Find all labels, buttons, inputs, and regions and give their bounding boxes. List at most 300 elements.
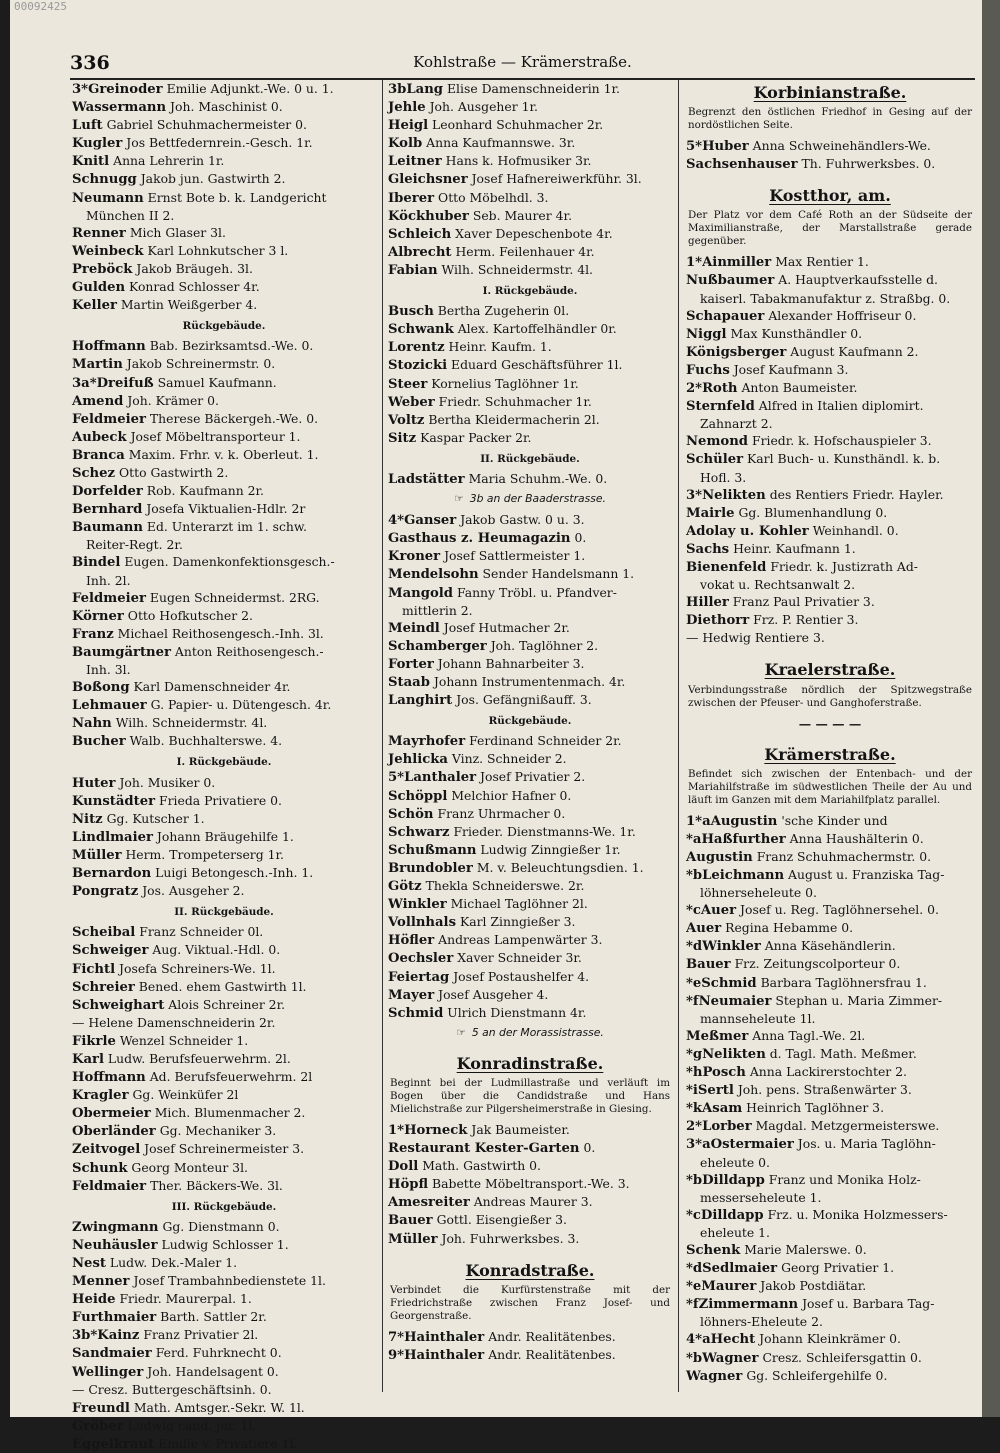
directory-entry <box>388 1004 672 1022</box>
resident-details: Xaver Depeschenbote 4r. <box>455 225 613 241</box>
directory-entry <box>686 307 974 325</box>
directory-entry <box>388 1230 672 1248</box>
resident-details: Joh. pens. Straßenwärter 3. <box>737 1082 912 1098</box>
resident-details: Seb. Maurer 4r. <box>472 207 573 223</box>
resident-details: — Helene Damenschneiderin 2r. <box>72 1014 276 1030</box>
resident-details: Andr. Realitätenbes. <box>488 1328 616 1344</box>
street-title: Kostthor, am. <box>769 186 891 206</box>
resident-details: Michael Reithosengesch.-Inh. 3l. <box>117 625 324 641</box>
directory-entry <box>388 787 672 805</box>
resident-details: Josef Hutmacher 2r. <box>443 619 570 635</box>
resident-details: Ed. Unterarzt im 1. schw. <box>146 519 307 535</box>
resident-name: Heide <box>72 1292 116 1308</box>
directory-entry <box>388 225 672 243</box>
resident-details: Josef Möbeltransporteur 1. <box>130 428 301 444</box>
resident-name: Heigl <box>388 118 429 134</box>
resident-name: 2*Roth <box>686 381 738 397</box>
resident-name: Jehle <box>388 100 426 116</box>
directory-entry <box>388 207 672 225</box>
entry-continuation: mannseheleute 1l. <box>700 1010 816 1026</box>
resident-name: *fZimmermann <box>686 1297 799 1313</box>
entry-continuation: löhnerseheleute 0. <box>700 885 817 901</box>
resident-details: Barbara Taglöhnersfrau 1. <box>760 974 927 990</box>
resident-details: Josef Ausgeher 4. <box>438 986 549 1002</box>
directory-entry <box>388 189 672 207</box>
resident-details: Rob. Kaufmann 2r. <box>146 483 264 499</box>
resident-name: Aubeck <box>72 429 127 445</box>
entry-continuation: Zahnarzt 2. <box>700 416 773 432</box>
resident-details: Math. Amtsger.-Sekr. W. 1l. <box>133 1399 305 1415</box>
resident-name: 5*Lanthaler <box>388 770 477 786</box>
directory-entry <box>388 338 672 356</box>
directory-entry <box>388 80 672 98</box>
resident-details: Joh. Musiker 0. <box>119 774 216 790</box>
resident-name: Augustin <box>686 849 753 865</box>
cross-reference <box>388 490 672 507</box>
resident-name: 4*Ganser <box>388 513 457 529</box>
resident-details: Thekla Schneiderswe. 2r. <box>425 878 585 894</box>
resident-name: Sachsenhauser <box>686 157 798 173</box>
resident-details: Josef Kaufmann 3. <box>733 361 849 377</box>
resident-details: Ulrich Dienstmann 4r. <box>447 1004 587 1020</box>
resident-details: Herm. Feilenhauer 4r. <box>455 243 595 259</box>
column-kohlstrasse-1 <box>72 80 376 1452</box>
directory-entry <box>388 152 672 170</box>
resident-details: Marie Malerswe. 0. <box>744 1241 867 1257</box>
directory-entry <box>388 750 672 768</box>
resident-details: Anna Schweinehändlers-We. <box>752 138 931 154</box>
resident-details: Gg. Blumenhandlung 0. <box>738 504 888 520</box>
resident-details: August u. Franziska Tag- <box>788 867 945 882</box>
page-title: Kohlstraße — Krämerstraße. <box>413 53 632 71</box>
resident-name: Branca <box>72 447 125 463</box>
resident-details: Franz Schuhmachermstr. 0. <box>756 848 932 864</box>
resident-details: Heinr. Kaufm. 1. <box>448 339 552 355</box>
resident-name: Lorentz <box>388 340 445 356</box>
resident-name: *bWagner <box>686 1350 759 1366</box>
directory-entry <box>388 691 672 709</box>
pointing-hand-icon: ☞ <box>456 1025 466 1039</box>
resident-name: Freundl <box>72 1400 130 1416</box>
street-title: Krämerstraße. <box>764 744 896 764</box>
building-subheading: I. Rückgebäude. <box>482 285 578 298</box>
directory-entry <box>72 428 376 446</box>
resident-name: Niggl <box>686 326 727 342</box>
directory-entry <box>686 1259 974 1277</box>
resident-name: Gasthaus z. Heumagazin <box>388 531 571 547</box>
resident-details: Joh. Ausgeher 1r. <box>429 99 538 115</box>
resident-details: Maria Schuhm.-We. 0. <box>468 470 608 486</box>
directory-entry <box>388 375 672 393</box>
resident-details: Magdal. Metzgermeisterswe. <box>755 1118 940 1134</box>
directory-entry <box>686 379 974 397</box>
directory-entry <box>686 611 974 629</box>
resident-name: Gröber <box>72 1418 124 1434</box>
resident-details: A. Hauptverkaufsstelle d. <box>778 272 938 288</box>
directory-entry <box>686 593 974 611</box>
resident-details: Otto Hofkutscher 2. <box>127 607 253 623</box>
resident-details: Ad. Berufsfeuerwehrm. 2l <box>149 1069 313 1085</box>
directory-entry <box>72 960 376 978</box>
resident-name: Adolay u. Kohler <box>686 523 809 539</box>
building-subheading: III. Rückgebäude. <box>171 1200 277 1213</box>
resident-name: Nußbaumer <box>686 273 775 289</box>
directory-entry <box>686 271 974 289</box>
resident-name: Nest <box>72 1256 106 1271</box>
street-description: Der Platz vor dem Café Roth an der Südseite der Maximilianstraße, der Marstallstraße gerade gegenüber. <box>688 209 972 248</box>
resident-name: *eMaurer <box>686 1279 757 1295</box>
resident-name: Neumann <box>72 190 144 206</box>
resident-details: Frz. Zeitungscolporteur 0. <box>734 956 901 972</box>
directory-entry <box>72 1050 376 1068</box>
directory-entry <box>72 1068 376 1086</box>
resident-name: Mayrhofer <box>388 734 466 750</box>
resident-name: Oechsler <box>388 951 454 967</box>
resident-details: Friedr. k. Justizrath Ad- <box>770 558 918 574</box>
resident-name: Höfler <box>388 933 435 949</box>
directory-entry <box>388 859 672 877</box>
resident-name: Bauer <box>388 1213 433 1229</box>
page-header <box>70 50 975 76</box>
directory-entry <box>388 931 672 949</box>
resident-name: Feiertag <box>388 969 450 985</box>
resident-details: Ludw. Dek.-Maler 1. <box>109 1255 238 1270</box>
directory-entry <box>686 253 974 271</box>
resident-details: Stephan u. Maria Zimmer- <box>775 992 943 1008</box>
directory-entry <box>388 134 672 152</box>
directory-entry <box>388 1121 672 1139</box>
directory-entry <box>72 134 376 152</box>
directory-entry <box>72 810 376 828</box>
directory-entry <box>72 882 376 900</box>
directory-entry <box>686 486 974 504</box>
directory-entry <box>72 643 376 661</box>
resident-name: Franz <box>72 626 114 642</box>
resident-details: Kaspar Packer 2r. <box>420 429 532 445</box>
resident-details: Anna Tagl.-We. 2l. <box>752 1027 866 1043</box>
resident-details: Barth. Sattler 2r. <box>160 1309 267 1325</box>
resident-name: 1*aAugustin <box>686 813 778 829</box>
resident-name: Müller <box>72 847 122 863</box>
resident-details: Eduard Geschäftsführer 1l. <box>451 357 623 373</box>
directory-entry <box>388 655 672 673</box>
resident-name: Nahn <box>72 716 112 732</box>
resident-name: *dWinkler <box>686 939 761 955</box>
street-description: Beginnt bei der Ludmillastraße und verläuft im Bogen über die Candidstraße und Hans Mielichstraße zur Pilgersheimerstraße in Giesing. <box>390 1076 670 1115</box>
resident-name: Weber <box>388 394 435 410</box>
resident-name: Gleichsner <box>388 172 468 188</box>
resident-details: M. v. Beleuchtungsdien. 1. <box>476 859 644 875</box>
resident-name: Iberer <box>388 190 435 206</box>
adjacent-page-edge <box>982 0 1000 1417</box>
resident-details: Jos. Ausgeher 2. <box>142 883 245 899</box>
directory-entry <box>388 565 672 583</box>
resident-name: 3*Greinoder <box>72 82 163 97</box>
separator-dashes: — — — — <box>798 715 862 731</box>
resident-name: Schreier <box>72 979 135 995</box>
directory-entry <box>388 261 672 279</box>
resident-name: Weinbeck <box>72 243 144 259</box>
directory-entry <box>686 866 974 884</box>
directory-entry <box>388 302 672 320</box>
directory-entry <box>72 1122 376 1140</box>
resident-name: 1*Horneck <box>388 1122 468 1138</box>
resident-details: Alexander Hoffriseur 0. <box>768 307 917 323</box>
directory-entry <box>686 540 974 558</box>
directory-entry <box>388 429 672 447</box>
directory-entry <box>388 243 672 261</box>
resident-name: Bernhard <box>72 502 143 518</box>
directory-entry <box>388 511 672 529</box>
resident-details: Weinhandl. 0. <box>812 522 899 538</box>
resident-name: Luft <box>72 118 103 134</box>
directory-entry <box>388 584 672 602</box>
resident-details: Fanny Tröbl. u. Pfandver- <box>456 584 617 600</box>
resident-details: Josef u. Reg. Taglöhnersehel. 0. <box>740 902 939 918</box>
directory-entry <box>72 98 376 116</box>
reference-text: 3b an der Baaderstrasse. <box>469 492 606 506</box>
resident-details: Alfred in Italien diplomirt. <box>758 398 924 414</box>
resident-name: Bauer <box>686 957 731 973</box>
reference-text: 5 an der Morassistrasse. <box>471 1025 604 1039</box>
directory-entry <box>388 356 672 374</box>
directory-entry <box>72 589 376 607</box>
resident-name: Höpfl <box>388 1177 429 1193</box>
resident-name: Steer <box>388 376 428 392</box>
resident-details: Otto Möbelhdl. 3. <box>438 189 549 205</box>
directory-entry <box>72 1254 376 1272</box>
directory-entry <box>72 1104 376 1122</box>
directory-entry <box>72 392 376 410</box>
resident-details: — Cresz. Buttergeschäftsinh. 0. <box>72 1381 272 1397</box>
resident-details: Ferd. Fuhrknecht 0. <box>155 1345 282 1361</box>
resident-details: Johann Bahnarbeiter 3. <box>437 655 585 671</box>
resident-details: Jakob Gastw. 0 u. 3. <box>460 512 585 528</box>
resident-name: Schenk <box>686 1242 741 1258</box>
resident-details: Eugen Schneidermst. 2RG. <box>149 589 320 605</box>
resident-name: Wassermann <box>72 100 167 116</box>
resident-details: Ernst Bote b. k. Landgericht <box>147 189 327 205</box>
resident-name: Meßmer <box>686 1028 749 1044</box>
resident-name: Schön <box>388 806 434 822</box>
resident-details: Jakob jun. Gastwirth 2. <box>140 171 286 187</box>
resident-name: Gulden <box>72 280 126 296</box>
resident-details: Karl Lohnkutscher 3 l. <box>147 242 289 258</box>
street-title: Korbinianstraße. <box>753 83 907 102</box>
resident-name: Albrecht <box>388 244 452 260</box>
directory-entry <box>72 296 376 314</box>
directory-entry <box>388 986 672 1004</box>
directory-entry <box>388 529 672 547</box>
resident-name: Sachs <box>686 541 730 557</box>
resident-name: Voltz <box>388 412 425 428</box>
directory-entry <box>72 696 376 714</box>
resident-details: Anna Kaufmannswe. 3r. <box>426 135 576 151</box>
resident-details: Ludw. Berufsfeuerwehrm. 2l. <box>107 1050 291 1066</box>
resident-details: Otto Gastwirth 2. <box>118 464 229 480</box>
directory-entry <box>388 637 672 655</box>
directory-entry <box>388 619 672 637</box>
resident-details: Wilh. Schneidermstr. 4l. <box>115 715 268 731</box>
resident-details: Andreas Lampenwärter 3. <box>438 932 603 948</box>
resident-name: Bienenfeld <box>686 559 767 575</box>
directory-entry <box>72 1086 376 1104</box>
resident-details: Josef Hafnereiwerkführ. 3l. <box>471 171 642 187</box>
resident-details: Gg. Dienstmann 0. <box>162 1218 280 1234</box>
resident-name: 5*Huber <box>686 139 749 155</box>
resident-details: Walb. Buchhalterswe. 4. <box>129 733 283 749</box>
building-subheading: II. Rückgebäude. <box>174 906 274 919</box>
directory-entry <box>686 992 974 1010</box>
resident-name: 2*Lorber <box>686 1119 752 1135</box>
directory-entry <box>388 841 672 859</box>
directory-entry <box>72 464 376 482</box>
directory-entry <box>388 1211 672 1229</box>
resident-name: Winkler <box>388 897 447 913</box>
resident-name: Schnugg <box>72 172 137 188</box>
resident-name: Langhirt <box>388 693 453 709</box>
resident-details: Gg. Weinküfer 2l <box>132 1087 239 1103</box>
entry-continuation: Hofl. 3. <box>700 469 747 485</box>
resident-details: Aug. Viktual.-Hdl. 0. <box>152 942 281 958</box>
resident-details: Josef Sattlermeister 1. <box>444 548 586 564</box>
street-title: Kraelerstraße. <box>764 660 896 680</box>
resident-name: Müller <box>388 1231 438 1247</box>
resident-details: Babette Möbeltransport.-We. 3. <box>432 1176 630 1192</box>
resident-name: Königsberger <box>686 344 787 360</box>
column-divider <box>678 80 679 1392</box>
directory-entry <box>72 828 376 846</box>
resident-details: Max Rentier 1. <box>775 254 869 270</box>
resident-name: *gNelikten <box>686 1046 766 1062</box>
entry-continuation: kaiserl. Tabakmanufaktur z. Straßbg. 0. <box>700 290 951 306</box>
directory-entry <box>72 1399 376 1417</box>
resident-details: Gottl. Eisengießer 3. <box>436 1212 567 1228</box>
directory-entry <box>72 518 376 536</box>
resident-details: Frieder. Dienstmanns-We. 1r. <box>453 823 636 839</box>
directory-entry <box>686 812 974 830</box>
resident-name: Schüler <box>686 452 744 468</box>
resident-name: Staab <box>388 675 430 690</box>
resident-details: Friedr. Schuhmacher 1r. <box>438 393 592 409</box>
resident-name: Fichtl <box>72 961 116 977</box>
resident-name: Schöppl <box>388 788 448 804</box>
resident-details: Luigi Betongesch.-Inh. 1. <box>155 865 314 881</box>
directory-entry <box>388 877 672 895</box>
resident-name: Menner <box>72 1274 130 1290</box>
resident-name: Martin <box>72 357 123 373</box>
directory-entry <box>72 152 376 170</box>
directory-entry <box>72 1435 376 1453</box>
directory-entry <box>686 1367 974 1385</box>
entry-continuation: löhners-Eheleute 2. <box>700 1314 823 1330</box>
directory-entry <box>72 864 376 882</box>
resident-name: Mangold <box>388 585 453 601</box>
directory-entry <box>686 1045 974 1063</box>
resident-details: 0. <box>574 530 587 546</box>
resident-details: Joh. Fuhrwerksbes. 3. <box>441 1230 580 1246</box>
resident-details: Bertha Kleidermacherin 2l. <box>428 411 600 427</box>
resident-details: Anna Lackirerstochter 2. <box>749 1064 907 1080</box>
directory-entry <box>388 895 672 913</box>
directory-entry <box>72 846 376 864</box>
resident-details: Regina Hebamme 0. <box>725 920 854 936</box>
resident-name: Mairle <box>686 505 735 521</box>
resident-details: Johann Instrumentenmach. 4r. <box>433 674 626 689</box>
resident-details: August Kaufmann 2. <box>790 343 919 359</box>
resident-name: Diethorr <box>686 613 750 629</box>
directory-entry <box>686 974 974 992</box>
resident-name: Keller <box>72 298 117 314</box>
directory-entry <box>72 1236 376 1254</box>
resident-details: Joh. Handelsagent 0. <box>147 1363 279 1379</box>
directory-entry <box>72 923 376 941</box>
resident-details: Jakob Schreinermstr. 0. <box>126 356 276 372</box>
directory-entry <box>72 1177 376 1195</box>
resident-details: Gg. Schleifergehilfe 0. <box>746 1367 888 1383</box>
resident-name: Obermeier <box>72 1106 151 1122</box>
resident-details: Frieda Privatiere 0. <box>159 792 282 808</box>
resident-details: Michael Taglöhner 2l. <box>450 896 588 912</box>
resident-name: Knitl <box>72 154 110 170</box>
resident-name: Amesreiter <box>388 1195 470 1211</box>
resident-name: Kunstädter <box>72 793 156 809</box>
directory-entry <box>72 1381 376 1399</box>
directory-entry <box>388 547 672 565</box>
resident-name: Zwingmann <box>72 1219 159 1235</box>
resident-details: Josef Postaushelfer 4. <box>453 968 590 984</box>
resident-details: Samuel Kaufmann. <box>157 374 277 390</box>
resident-name: Brundobler <box>388 860 473 876</box>
resident-details: Anton Reithosengesch.- <box>174 643 324 659</box>
directory-entry <box>686 343 974 361</box>
directory-entry <box>72 80 376 98</box>
resident-name: Mendelsohn <box>388 567 479 583</box>
resident-details: Jak Baumeister. <box>471 1121 570 1137</box>
resident-details: Karl Zinngießer 3. <box>459 914 576 930</box>
resident-details: Eugen. Damenkonfektionsgesch.- <box>124 554 335 570</box>
resident-name: Schamberger <box>388 638 487 654</box>
resident-details: Friedr. k. Hofschauspieler 3. <box>751 433 932 449</box>
directory-entry <box>388 768 672 786</box>
resident-details: Gg. Kutscher 1. <box>106 810 205 826</box>
directory-entry <box>686 1349 974 1367</box>
street-description: Verbindungsstraße nördlich der Spitzwegstraße zwischen der Pfeuser- und Ganghoferstraße. <box>688 683 972 709</box>
entry-continuation: Reiter-Regt. 2r. <box>86 537 183 553</box>
resident-name: Kragler <box>72 1088 129 1104</box>
resident-details: Anna Haushälterin 0. <box>789 830 924 846</box>
resident-details: Anna Lehrerin 1r. <box>113 153 225 169</box>
directory-entry <box>388 1328 672 1346</box>
resident-name: Schmid <box>388 1005 444 1021</box>
resident-name: Scheibal <box>72 925 136 941</box>
resident-details: Heinrich Taglöhner 3. <box>746 1100 885 1116</box>
resident-name: Wagner <box>686 1368 743 1384</box>
directory-entry <box>388 913 672 931</box>
directory-entry <box>72 732 376 750</box>
directory-entry <box>72 1326 376 1344</box>
resident-name: Feldmaier <box>72 1178 147 1194</box>
resident-name: Preböck <box>72 261 133 277</box>
resident-details: Max Kunsthändler 0. <box>730 325 863 341</box>
directory-entry <box>72 278 376 296</box>
resident-name: 3a*Dreifuß <box>72 375 154 391</box>
resident-details: Mich. Blumenmacher 2. <box>154 1105 306 1121</box>
resident-name: *fNeumaier <box>686 993 772 1009</box>
resident-name: Leitner <box>388 154 442 170</box>
resident-name: Schez <box>72 465 116 481</box>
directory-entry <box>686 137 974 155</box>
